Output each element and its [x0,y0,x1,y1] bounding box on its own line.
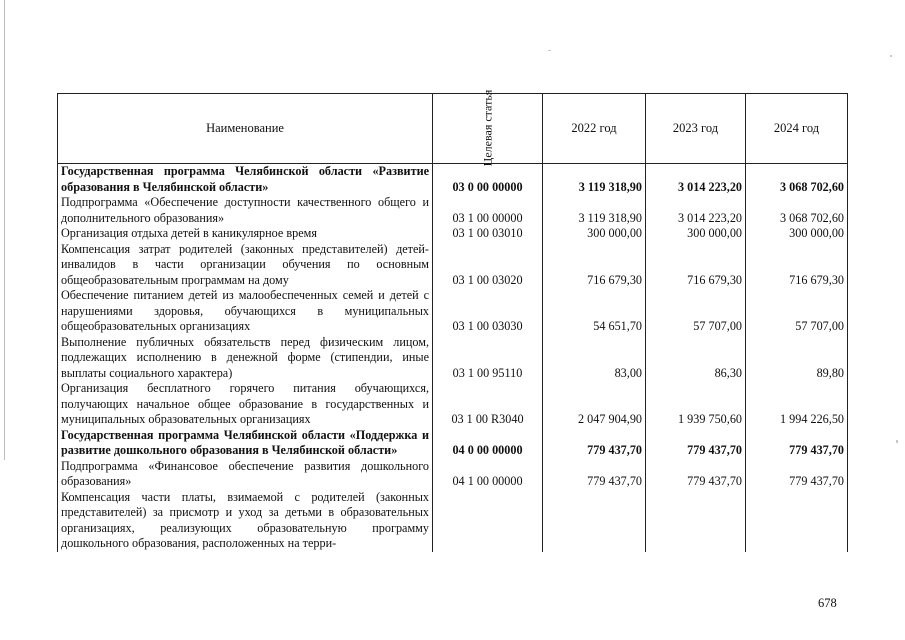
table-row [58,164,848,196]
table-row [58,288,848,335]
row-name: Государственная программа Челябинской области «Развитие образования в Челябинской области» [58,164,433,196]
row-name: Организация бесплатного горячего питания обучающихся, получающих начальное общее образование в государственных и муниципальных образовательных организациях [58,381,433,428]
row-name: Государственная программа Челябинской области «Поддержка и развитие дошкольного образования в Челябинской области» [58,428,433,459]
row-code: 03 1 00 03010 [433,226,543,242]
row-code: 03 1 00 00000 [433,195,543,226]
table-row [58,195,848,226]
row-2023-value: 3 014 223,20 [646,164,746,196]
row-2024-value [746,490,848,552]
table-row [58,490,848,552]
row-2023-value: 1 939 750,60 [646,381,746,428]
row-code: 03 1 00 95110 [433,335,543,382]
row-2022-value: 779 437,70 [543,459,646,490]
header-2023: 2023 год [646,94,746,164]
table-row [58,428,848,459]
header-code-label: Целевая статья [480,89,495,167]
row-name: Выполнение публичных обязательств перед физическим лицом, подлежащих исполнению в денежной форме (стипендии, иные выплаты социального характера) [58,335,433,382]
table-row [58,459,848,490]
row-code: 04 1 00 00000 [433,459,543,490]
row-name: Подпрограмма «Финансовое обеспечение развития дошкольного образования» [58,459,433,490]
row-2024-value: 3 068 702,60 [746,195,848,226]
table-row [58,335,848,382]
row-code: 04 0 00 00000 [433,428,543,459]
row-2023-value: 57 707,00 [646,288,746,335]
row-name: Подпрограмма «Обеспечение доступности качественного общего и дополнительного образования» [58,195,433,226]
table-row [58,226,848,242]
header-2024: 2024 год [746,94,848,164]
row-name: Компенсация затрат родителей (законных представителей) детей-инвалидов в части организации обучения по основным общеобразовательным программам на дому [58,242,433,289]
table-row [58,242,848,289]
row-2022-value: 716 679,30 [543,242,646,289]
header-code [433,89,543,167]
row-2022-value: 54 651,70 [543,288,646,335]
row-2024-value: 779 437,70 [746,428,848,459]
row-2022-value: 2 047 904,90 [543,381,646,428]
row-2024-value: 3 068 702,60 [746,164,848,196]
row-code: 03 1 00 03020 [433,242,543,289]
row-code [433,490,543,552]
row-code: 03 1 00 R3040 [433,381,543,428]
scan-margin-line [4,0,5,460]
row-2022-value: 3 119 318,90 [543,164,646,196]
row-code: 03 1 00 03030 [433,288,543,335]
row-2023-value: 3 014 223,20 [646,195,746,226]
row-2024-value: 57 707,00 [746,288,848,335]
budget-table [57,89,848,552]
row-2022-value: 83,00 [543,335,646,382]
table-row [58,381,848,428]
row-2022-value [543,490,646,552]
header-2022: 2022 год [543,94,646,164]
row-2024-value: 89,80 [746,335,848,382]
row-2022-value: 300 000,00 [543,226,646,242]
row-2024-value: 779 437,70 [746,459,848,490]
row-2023-value: 300 000,00 [646,226,746,242]
scan-speck [890,55,892,57]
row-2023-value: 779 437,70 [646,428,746,459]
row-2022-value: 3 119 318,90 [543,195,646,226]
header-row [58,94,848,164]
row-2024-value: 300 000,00 [746,226,848,242]
header-name: Наименование [58,94,433,164]
row-2023-value: 86,30 [646,335,746,382]
row-2023-value [646,490,746,552]
row-code: 03 0 00 00000 [433,164,543,196]
row-2024-value: 716 679,30 [746,242,848,289]
page-number: 678 [818,596,837,610]
row-2022-value: 779 437,70 [543,428,646,459]
row-2023-value: 716 679,30 [646,242,746,289]
scan-speck [548,50,551,51]
scan-speck [896,440,898,443]
row-name: Компенсация части платы, взимаемой с родителей (законных представителей) за присмотр и уход за детьми в образовательных организациях, реализующих образовательную программу дошкольного образования, расположенных на терри- [58,490,433,552]
row-name: Организация отдыха детей в каникулярное время [58,226,433,242]
row-name: Обеспечение питанием детей из малообеспеченных семей и детей с нарушениями здоровья, обучающихся в муниципальных общеобразовательных организациях [58,288,433,335]
row-2023-value: 779 437,70 [646,459,746,490]
row-2024-value: 1 994 226,50 [746,381,848,428]
